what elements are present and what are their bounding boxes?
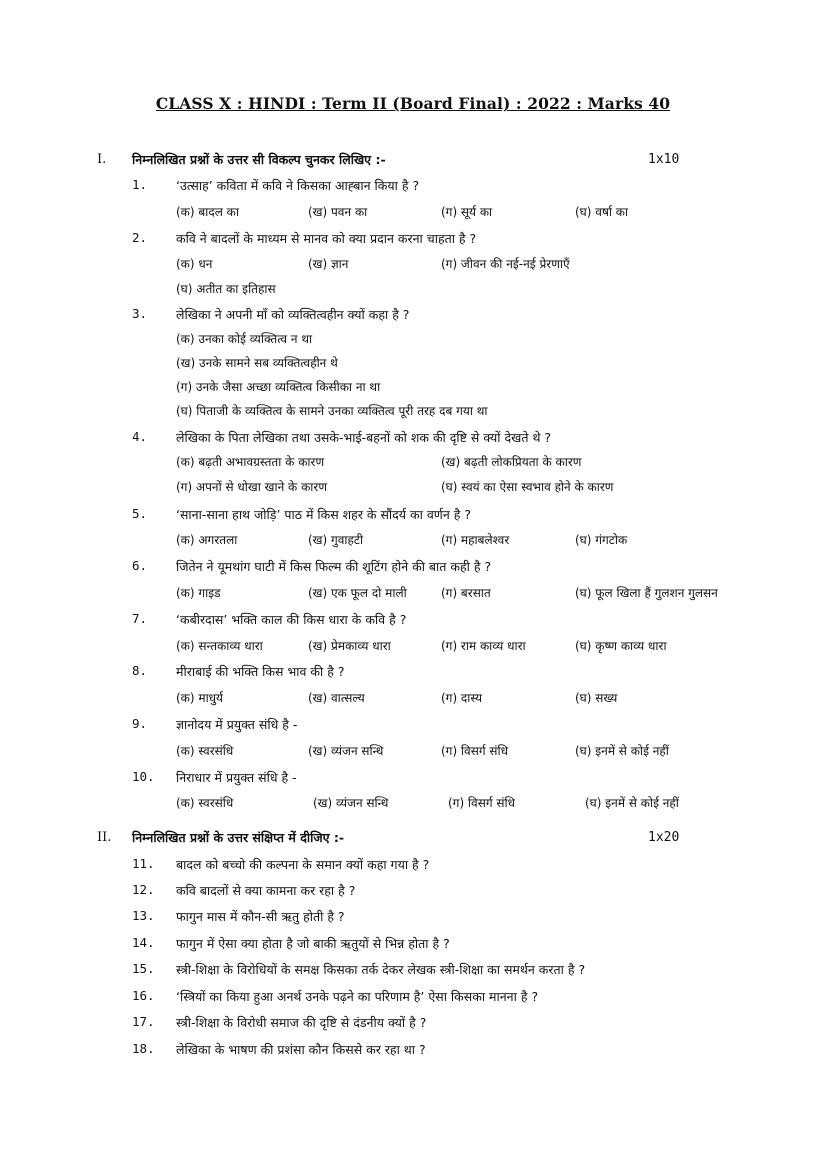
question-text: फागुन मास में कौन-सी ऋतु होती है ? xyxy=(176,909,345,924)
question-number: 11. xyxy=(132,856,155,871)
question-text: कवि ने बादलों के माध्यम से मानव को क्या प्रदान करना चाहता है ? xyxy=(176,231,477,246)
question-number: 17. xyxy=(132,1014,155,1029)
question-number: 9. xyxy=(132,716,148,731)
option-kha: (ख) गुवाहटी xyxy=(308,533,364,547)
question-text: जितेन ने यूमथांग घाटी में किस फिल्म की शूटिंग होने की बात कही है ? xyxy=(176,559,492,574)
option-gha: (घ) सख्य xyxy=(575,691,618,705)
option-kha: (ख) एक फूल दो माली xyxy=(308,586,407,600)
question-text: लेखिका के पिता लेखिका तथा उसके-भाई-बहनों को शक की दृष्टि से क्यों देखते थे ? xyxy=(176,430,552,445)
question-number: 4. xyxy=(132,429,148,444)
option-ga: (ग) अपनों से धोखा खाने के कारण xyxy=(176,480,327,494)
option-ga: (ग) उनके जैसा अच्छा व्यक्तित्व किसीका ना था xyxy=(176,380,381,394)
question-text: स्त्री-शिक्षा के विरोधियों के समक्ष किसका तर्क देकर लेखक स्त्री-शिक्षा का समर्थन करता है ? xyxy=(176,962,586,977)
question-text: बादल को बच्चो की कल्पना के समान क्यों कहा गया है ? xyxy=(176,857,430,872)
option-ga: (ग) बरसात xyxy=(441,586,491,600)
option-kha: (ख) व्यंजन सन्धि xyxy=(308,744,384,758)
section-1-header xyxy=(0,148,826,172)
question-text: लेखिका ने अपनी माँ को व्यक्तित्वहीन क्यों कहा है ? xyxy=(176,307,410,322)
option-kha: (ख) ज्ञान xyxy=(308,257,349,271)
option-kha: (ख) व्यंजन सन्धि xyxy=(313,796,389,810)
question-text: ‘साना-साना हाथ जोड़ि’ पाठ में किस शहर के सौंदर्य का वर्णन है ? xyxy=(176,507,471,522)
question-number: 2. xyxy=(132,230,148,245)
paper-title: CLASS X : HINDI : Term II (Board Final) : 2022 : Marks 40 xyxy=(155,94,671,113)
question-number: 3. xyxy=(132,306,148,321)
option-ga: (ग) दास्य xyxy=(441,691,483,705)
option-kha: (ख) बढ़ती लोकप्रियता के कारण xyxy=(441,455,582,469)
question-number: 16. xyxy=(132,988,155,1003)
option-ka: (क) अगरतला xyxy=(176,533,238,547)
option-gha: (घ) वर्षा का xyxy=(575,205,629,219)
option-ga: (ग) विसर्ग संधि xyxy=(448,796,515,810)
option-ka: (क) स्वरसंधि xyxy=(176,744,234,758)
section-number: I. xyxy=(97,152,107,167)
option-kha: (ख) उनके सामने सब व्यक्तित्वहीन थे xyxy=(176,356,338,370)
option-gha: (घ) पिताजी के व्यक्तित्व के सामने उनका व्यक्तित्व पूरी तरह दब गया था xyxy=(176,404,488,418)
option-ka: (क) गाइड xyxy=(176,586,221,600)
option-ka: (क) धन xyxy=(176,257,213,271)
option-gha: (घ) फूल खिला हैं गुलशन गुलसन xyxy=(575,586,718,600)
option-ga: (ग) विसर्ग संधि xyxy=(441,744,508,758)
option-ka: (क) स्वरसंधि xyxy=(176,796,234,810)
question-number: 15. xyxy=(132,961,155,976)
section-number: II. xyxy=(97,830,112,845)
option-kha: (ख) प्रेमकाव्य धारा xyxy=(308,639,391,653)
question-number: 10. xyxy=(132,769,155,784)
question-number: 6. xyxy=(132,558,148,573)
option-gha: (घ) गंगटोक xyxy=(575,533,628,547)
question-number: 8. xyxy=(132,663,148,678)
option-ka: (क) बढ़ती अभावग्रस्तता के कारण xyxy=(176,455,325,469)
question-text: स्त्री-शिक्षा के विरोधी समाज की दृष्टि से दंडनीय क्यों है ? xyxy=(176,1015,427,1030)
question-text: ‘उत्साह’ कविता में कवि ने किसका आह्बान किया है ? xyxy=(176,178,420,193)
question-number: 14. xyxy=(132,935,155,950)
section-marks: 1x10 xyxy=(648,152,680,167)
question-number: 7. xyxy=(132,611,148,626)
question-number: 13. xyxy=(132,908,155,923)
option-gha: (घ) इनमें से कोई नहीं xyxy=(575,744,669,758)
option-kha: (ख) वात्सल्य xyxy=(308,691,365,705)
question-text: ज्ञानोदय में प्रयुक्त संधि है - xyxy=(176,717,298,732)
option-ka: (क) सन्तकाव्य धारा xyxy=(176,639,263,653)
section-2-header xyxy=(0,826,826,850)
question-number: 12. xyxy=(132,882,155,897)
question-number: 18. xyxy=(132,1041,155,1056)
option-ka: (क) माधुर्य xyxy=(176,691,224,705)
option-gha: (घ) कृष्ण काव्य धारा xyxy=(575,639,667,653)
question-text: ‘स्त्रियों का किया हुआ अनर्थ उनके पढ़ने का परिणाम है’ ऐसा किसका मानना है ? xyxy=(176,989,539,1004)
section-marks: 1x20 xyxy=(648,830,680,845)
option-ka: (क) उनका कोई व्यक्तित्व न था xyxy=(176,332,313,346)
section-heading: निम्नलिखित प्रश्नों के उत्तर संक्षिप्त में दीजिए :- xyxy=(132,830,345,845)
question-text: फागुन में ऐसा क्या होता है जो बाकी ऋतुयों से भिन्न होता है ? xyxy=(176,936,450,951)
question-text: कवि बादलों से क्या कामना कर रहा है ? xyxy=(176,883,356,898)
option-ga: (ग) राम काव्य धारा xyxy=(441,639,526,653)
option-kha: (ख) पवन का xyxy=(308,205,368,219)
question-text: मीराबाई की भक्ति किस भाव की है ? xyxy=(176,664,345,679)
option-ga: (ग) महाबलेश्वर xyxy=(441,533,510,547)
question-text: ‘कबीरदास’ भक्ति काल की किस धारा के कवि है ? xyxy=(176,612,407,627)
section-heading: निम्नलिखित प्रश्नों के उत्तर सी विकल्प चुनकर लिखिए :- xyxy=(132,152,386,167)
question-number: 1. xyxy=(132,177,148,192)
question-number: 5. xyxy=(132,506,148,521)
option-gha: (घ) इनमें से कोई नहीं xyxy=(585,796,679,810)
option-ga: (ग) सूर्य का xyxy=(441,205,493,219)
option-gha: (घ) अतीत का इतिहास xyxy=(176,282,276,296)
option-ka: (क) बादल का xyxy=(176,205,240,219)
question-text: निराधार में प्रयुक्त संधि है - xyxy=(176,770,297,785)
option-gha: (घ) स्वयं का ऐसा स्वभाव होने के कारण xyxy=(441,480,614,494)
question-text: लेखिका के भाषण की प्रशंसा कौन किससे कर रहा था ? xyxy=(176,1042,426,1057)
option-ga: (ग) जीवन की नई-नई प्रेरणाएँ xyxy=(441,257,570,271)
